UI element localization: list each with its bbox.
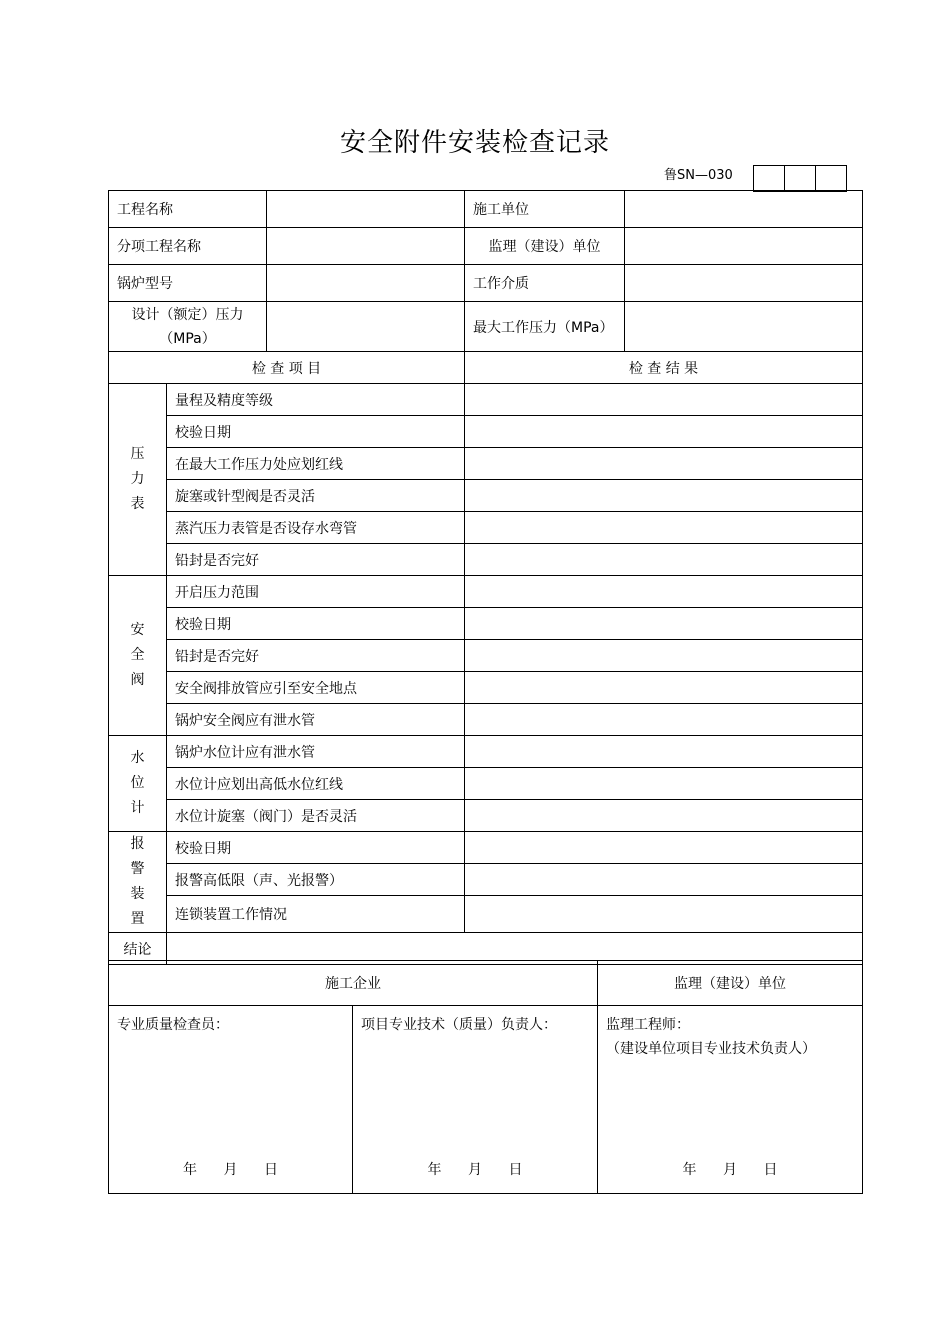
page-title: 安全附件安装检查记录 — [339, 128, 610, 158]
max-pressure-value[interactable] — [625, 302, 863, 352]
signature-table — [108, 960, 863, 1194]
check-item: 安全阀排放管应引至安全地点 — [167, 672, 465, 704]
group-char: 水 — [130, 750, 145, 766]
tech-lead-signature[interactable] — [353, 1006, 598, 1194]
supervisor-label: 监理（建设）单位 — [465, 228, 625, 265]
check-item: 开启压力范围 — [167, 576, 465, 608]
check-item: 在最大工作压力处应划红线 — [167, 448, 465, 480]
form-code: 鲁SN—030 — [664, 168, 733, 183]
check-item: 旋塞或针型阀是否灵活 — [167, 480, 465, 512]
table-row — [109, 896, 863, 933]
check-item: 锅炉安全阀应有泄水管 — [167, 704, 465, 736]
table-row — [109, 544, 863, 576]
conclusion-label: 结论 — [109, 933, 167, 965]
check-result[interactable] — [465, 416, 863, 448]
signature-row — [109, 1006, 863, 1194]
check-result[interactable] — [465, 544, 863, 576]
code-box[interactable] — [815, 165, 847, 192]
check-result[interactable] — [465, 864, 863, 896]
inspector-label: 专业质量检查员： — [117, 1017, 229, 1033]
check-result[interactable] — [465, 832, 863, 864]
tech-lead-label: 项目专业技术（质量）负责人： — [361, 1017, 557, 1033]
engineer-label: 监理工程师： — [606, 1017, 690, 1033]
supervision-header: 监理（建设）单位 — [598, 961, 863, 1006]
inspector-signature[interactable] — [109, 1006, 353, 1194]
group-char: 力 — [130, 471, 145, 487]
table-row — [109, 800, 863, 832]
design-pressure-label: 设计（额定）压力（MPa） — [109, 302, 267, 352]
check-result[interactable] — [465, 608, 863, 640]
boiler-model-label: 锅炉型号 — [109, 265, 267, 302]
medium-value[interactable] — [625, 265, 863, 302]
check-result[interactable] — [465, 576, 863, 608]
group-label-water-gauge — [109, 736, 167, 832]
check-item: 校验日期 — [167, 416, 465, 448]
table-row — [109, 512, 863, 544]
header-row — [109, 228, 863, 265]
boiler-model-value[interactable] — [267, 265, 465, 302]
group-char: 表 — [130, 496, 145, 512]
check-result[interactable] — [465, 800, 863, 832]
supervisor-value[interactable] — [625, 228, 863, 265]
medium-label: 工作介质 — [465, 265, 625, 302]
code-box[interactable] — [753, 165, 785, 192]
column-header-row — [109, 352, 863, 384]
contractor-value[interactable] — [625, 191, 863, 228]
check-result[interactable] — [465, 736, 863, 768]
subproject-label: 分项工程名称 — [109, 228, 267, 265]
table-row — [109, 416, 863, 448]
code-box[interactable] — [784, 165, 816, 192]
design-pressure-value[interactable] — [267, 302, 465, 352]
check-result[interactable] — [465, 448, 863, 480]
group-label-safety-valve — [109, 576, 167, 736]
inspection-table — [108, 190, 863, 965]
check-item: 报警高低限（声、光报警） — [167, 864, 465, 896]
table-row — [109, 576, 863, 608]
table-row — [109, 384, 863, 416]
tech-lead-date: 年 月 日 — [427, 1162, 523, 1178]
check-result[interactable] — [465, 896, 863, 933]
check-item: 水位计旋塞（阀门）是否灵活 — [167, 800, 465, 832]
table-row — [109, 448, 863, 480]
group-label-alarm — [109, 832, 167, 933]
table-row — [109, 640, 863, 672]
check-result[interactable] — [465, 672, 863, 704]
check-item: 蒸汽压力表管是否设存水弯管 — [167, 512, 465, 544]
table-row — [109, 832, 863, 864]
check-result[interactable] — [465, 384, 863, 416]
check-item: 连锁装置工作情况 — [167, 896, 465, 933]
construction-company-header: 施工企业 — [109, 961, 598, 1006]
check-item: 铅封是否完好 — [167, 544, 465, 576]
engineer-note: （建设单位项目专业技术负责人） — [606, 1041, 816, 1057]
group-char: 报 — [130, 836, 145, 852]
check-result[interactable] — [465, 512, 863, 544]
group-char: 位 — [130, 775, 145, 791]
table-row — [109, 736, 863, 768]
header-row — [109, 302, 863, 352]
group-char: 全 — [130, 647, 145, 663]
group-char: 计 — [130, 800, 145, 816]
table-row — [109, 608, 863, 640]
item-column-header: 检 查 项 目 — [109, 352, 465, 384]
table-row — [109, 704, 863, 736]
check-result[interactable] — [465, 480, 863, 512]
inspector-date: 年 月 日 — [183, 1162, 278, 1178]
project-name-value[interactable] — [267, 191, 465, 228]
signature-header-row — [109, 961, 863, 1006]
subproject-value[interactable] — [267, 228, 465, 265]
check-item: 校验日期 — [167, 608, 465, 640]
table-row — [109, 480, 863, 512]
check-item: 铅封是否完好 — [167, 640, 465, 672]
group-char: 阀 — [130, 672, 145, 688]
max-pressure-label: 最大工作压力（MPa） — [465, 302, 625, 352]
table-row — [109, 768, 863, 800]
group-char: 装 — [130, 886, 145, 902]
project-name-label: 工程名称 — [109, 191, 267, 228]
contractor-label: 施工单位 — [465, 191, 625, 228]
header-row — [109, 191, 863, 228]
check-result[interactable] — [465, 768, 863, 800]
check-item: 水位计应划出高低水位红线 — [167, 768, 465, 800]
check-item: 校验日期 — [167, 832, 465, 864]
group-char: 警 — [130, 861, 145, 877]
group-label-gauge — [109, 384, 167, 576]
check-item: 量程及精度等级 — [167, 384, 465, 416]
engineer-date: 年 月 日 — [682, 1162, 778, 1178]
check-item: 锅炉水位计应有泄水管 — [167, 736, 465, 768]
table-row — [109, 864, 863, 896]
check-result[interactable] — [465, 704, 863, 736]
group-char: 安 — [130, 622, 145, 638]
result-column-header: 检 查 结 果 — [465, 352, 863, 384]
header-row — [109, 265, 863, 302]
table-row — [109, 672, 863, 704]
group-char: 置 — [130, 911, 145, 927]
check-result[interactable] — [465, 640, 863, 672]
code-boxes — [754, 165, 847, 192]
group-char: 压 — [130, 446, 145, 462]
engineer-signature[interactable] — [598, 1006, 863, 1194]
